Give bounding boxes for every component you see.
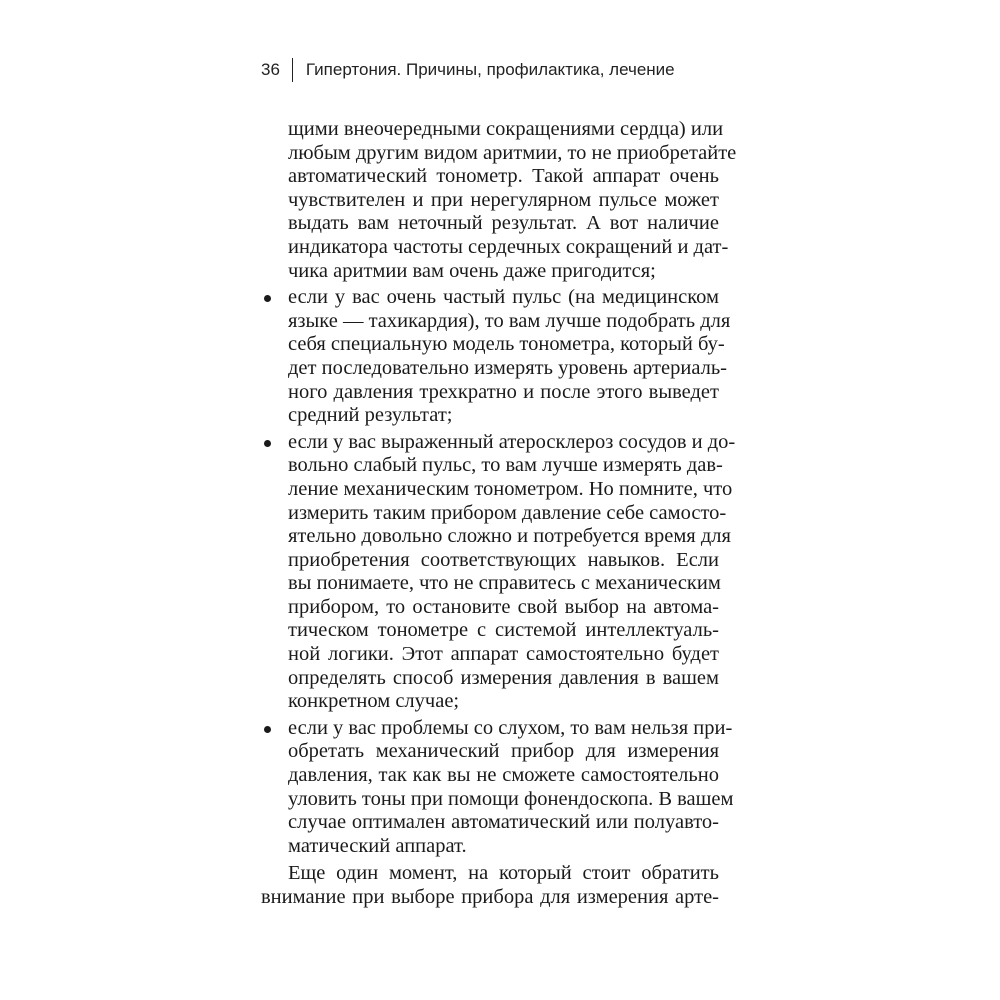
text-line: вольно слабый пульс, то вам лучше измерять дав- xyxy=(288,454,723,477)
text-line: выдать вам неточный результат. А вот наличие xyxy=(288,212,719,235)
text-line: тическом тонометре с системой интеллектуаль- xyxy=(288,619,719,642)
text-line: приобретения соответствующих навыков. Если xyxy=(288,548,719,571)
text-line: индикатора частоты сердечных сокращений и дат- xyxy=(288,235,729,258)
text-line: ятельно довольно сложно и потребуется время для xyxy=(288,525,731,548)
text-line: чика аритмии вам очень даже пригодится; xyxy=(288,259,656,282)
text-line: обретать механический прибор для измерения xyxy=(288,740,719,763)
bullet-item-atherosclerosis xyxy=(261,430,736,714)
text-line: ной логики. Этот аппарат самостоятельно будет xyxy=(288,643,719,666)
page-number: 36 xyxy=(261,60,280,79)
bullet-icon xyxy=(264,440,271,447)
text-line: уловить тоны при помощи фонендоскопа. В вашем xyxy=(288,787,734,810)
final-paragraph xyxy=(261,862,719,909)
text-line: ного давления трехкратно и после этого выведет xyxy=(288,380,719,403)
text-line: прибором, то остановите свой выбор на автома- xyxy=(288,595,719,618)
bullet-item-rapid-pulse xyxy=(261,286,731,428)
bullet-icon xyxy=(264,726,271,733)
text-line: языке — тахикардия), то вам лучше подобрать для xyxy=(288,309,731,332)
text-line: автоматический тонометр. Такой аппарат очень xyxy=(288,165,719,188)
bullet-item-hearing xyxy=(261,716,734,859)
text-line: Еще один момент, на который стоит обратить xyxy=(288,862,719,885)
text-line: любым другим видом аритмии, то не приобретайте xyxy=(288,141,737,164)
header-divider xyxy=(292,58,293,82)
text-line: средний результат; xyxy=(288,404,453,427)
text-line: себя специальную модель тонометра, который бу- xyxy=(288,333,725,356)
book-title: Гипертония. Причины, профилактика, лечение xyxy=(305,60,675,79)
text-line: если у вас проблемы со слухом, то вам нельзя при- xyxy=(288,716,733,739)
text-line: чувствителен и при нерегулярном пульсе может xyxy=(288,188,719,211)
running-head xyxy=(261,56,675,84)
text-line: конкретном случае; xyxy=(288,690,460,713)
text-line: ление механическим тонометром. Но помните, что xyxy=(288,477,733,500)
text-line: если у вас очень частый пульс (на медицинском xyxy=(288,286,719,309)
text-line: матический аппарат. xyxy=(288,834,467,857)
text-line: вы понимаете, что не справитесь с механическим xyxy=(288,572,721,595)
text-line: измерить таким прибором давление себе самосто- xyxy=(288,501,727,524)
text-line: щими внеочередными сокращениями сердца) или xyxy=(288,118,724,140)
text-line: давления, так как вы не сможете самостоятельно xyxy=(288,764,719,787)
text-line: определять способ измерения давления в вашем xyxy=(288,666,719,689)
bullet-icon xyxy=(264,295,271,302)
text-line: случае оптимален автоматический или полуавто- xyxy=(288,811,719,834)
text-line: если у вас выраженный атеросклероз сосудов и до- xyxy=(288,430,736,453)
text-line: внимание при выборе прибора для измерения арте- xyxy=(261,886,719,908)
continuation-paragraph xyxy=(261,118,737,283)
body-text xyxy=(261,118,737,910)
text-line: дет последовательно измерять уровень артериаль- xyxy=(288,356,727,379)
